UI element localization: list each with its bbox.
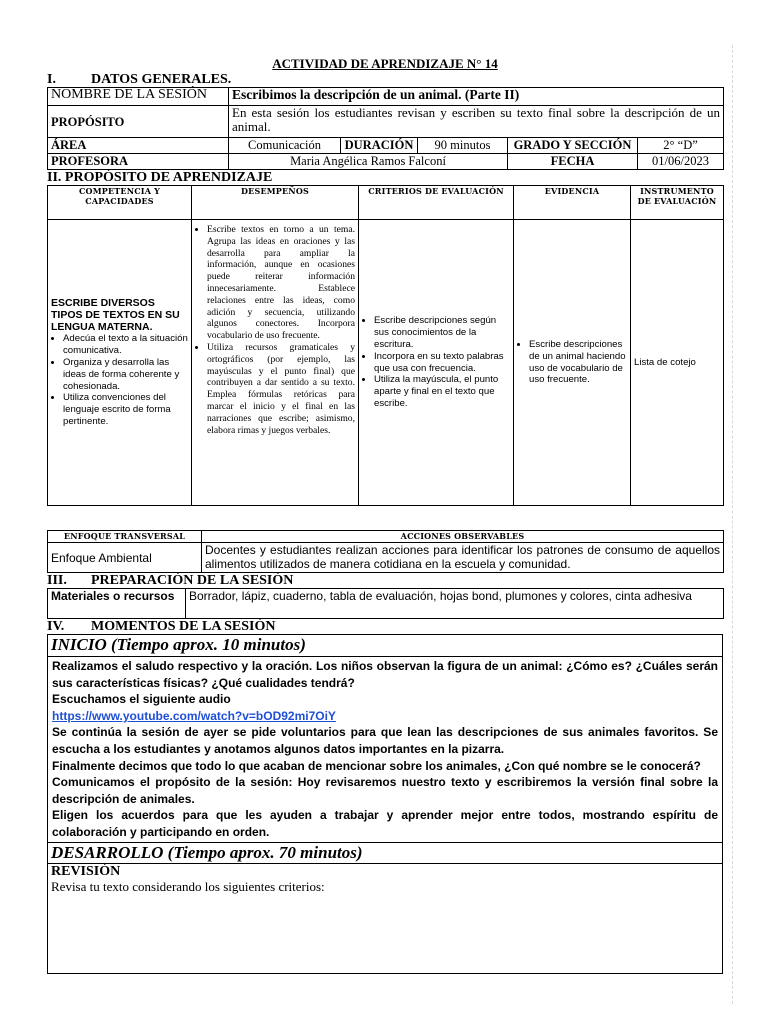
duration-value: 90 minutos: [418, 138, 508, 154]
section-3-heading: [47, 573, 723, 588]
approach-header: [48, 531, 724, 543]
header-competence: COMPETENCIA Y CAPACIDADES: [48, 186, 192, 220]
grade-label: GRADO Y SECCIÓN: [508, 138, 638, 154]
document-title: ACTIVIDAD DE APRENDIZAJE N° 14: [272, 56, 498, 71]
area-value: Comunicación: [229, 138, 341, 154]
session-moments-table: [47, 634, 723, 974]
session-name-label: NOMBRE DE LA SESIÓN: [48, 88, 229, 106]
performance-item: • Utiliza recursos gramaticales y ortográficos (por ejemplo, las mayúsculas y el punto final) que contribuyen a dar sentido a su texto. Emplea fórmulas retóricas para marcar el inicio y el final en las narraciones que escribe; asimismo, elabora rimas y juegos verbales.: [207, 342, 355, 436]
materials-row: [48, 589, 724, 619]
desarrollo-text: Revisa tu texto considerando los siguientes criterios:: [51, 878, 325, 894]
section-4-label: MOMENTOS DE LA SESIÓN: [91, 619, 276, 634]
capacity-item: • Organiza y desarrolla las ideas de forma coherente y cohesionada.: [63, 357, 188, 392]
desarrollo-content-row: [48, 863, 723, 973]
evidence-list: [517, 339, 627, 386]
desarrollo-content: [48, 863, 723, 973]
spacer: [47, 506, 723, 530]
criteria-cell: [359, 220, 514, 506]
session-name-row: [48, 88, 724, 106]
inicio-paragraph: Comunicamos el propósito de la sesión: Hoy revisaremos nuestro texto y escribiremos la versión final sobre la descripción de animales.: [52, 775, 718, 806]
criterion-item: • Utiliza la mayúscula, el punto aparte y final en el texto que escribe.: [374, 374, 510, 409]
purpose-label: PROPÓSITO: [48, 106, 229, 138]
session-name-value: Escribimos la descripción de un animal. (Parte II): [229, 88, 724, 106]
teacher-value: Maria Angélica Ramos Falconí: [229, 154, 508, 170]
capacity-item: • Utiliza convenciones del lenguaje escrito de forma pertinente.: [63, 392, 188, 427]
section-2-heading: [47, 170, 723, 185]
inicio-content: [48, 657, 723, 843]
performances-list: [195, 224, 355, 436]
purpose-value: En esta sesión los estudiantes revisan y escriben su texto final sobre la descripción de un animal.: [229, 106, 724, 138]
desarrollo-subtitle: REVISIÓN: [51, 863, 121, 879]
general-data-table: [47, 87, 724, 170]
inicio-paragraph: Escuchamos el siguiente audio: [52, 692, 231, 707]
section-2-number: II.: [47, 170, 62, 185]
duration-label: DURACIÓN: [341, 138, 418, 154]
purpose-table-header: [48, 186, 724, 220]
section-4-heading: [47, 619, 723, 634]
inicio-title-row: [48, 635, 723, 657]
inicio-title: INICIO (Tiempo aprox. 10 minutos): [48, 635, 723, 657]
approach-name: Enfoque Ambiental: [48, 543, 202, 573]
inicio-paragraph: Finalmente decimos que todo lo que acaban de mencionar sobre los animales, ¿Con qué nombre se le conocerá?: [52, 758, 701, 773]
section-2-label: PROPÓSITO DE APRENDIZAJE: [64, 170, 273, 185]
performance-item: • Escribe textos en torno a un tema. Agrupa las ideas en oraciones y las desarrolla para ampliar la información, aunque en ocasiones puede reiterar información innecesariamente. Establece relaciones entre las ideas, como adición y secuencia, utilizando algunos conectores. Incorpora vocabulario de uso frecuente.: [207, 224, 355, 342]
criterion-item: • Incorpora en su texto palabras que usa con frecuencia.: [374, 351, 510, 375]
criteria-list: [362, 315, 510, 409]
section-1-heading: [47, 72, 723, 87]
teacher-label: PROFESORA: [48, 154, 229, 170]
date-label: FECHA: [508, 154, 638, 170]
inicio-paragraph: Realizamos el saludo respectivo y la oración. Los niños observan la figura de un animal: ¿Cómo es? ¿Cuáles serán sus características físicas? ¿Qué cualidades tendrá?: [52, 659, 718, 690]
instrument-cell: Lista de cotejo: [631, 220, 724, 506]
teacher-row: [48, 154, 724, 170]
inicio-paragraph: Se continúa la sesión de ayer se pide voluntarios para que lean las descripciones de sus animales favoritos. Se escucha a los estudiantes y anotamos algunos datos importantes en la pizarra.: [52, 725, 718, 756]
area-row: [48, 138, 724, 154]
evidence-cell: [514, 220, 631, 506]
competence-cell: [48, 220, 192, 506]
header-instrument: INSTRUMENTO DE EVALUACIÓN: [631, 186, 724, 220]
criterion-item: • Escribe descripciones según sus conocimientos de la escritura.: [374, 315, 510, 350]
learning-purpose-table: [47, 185, 724, 506]
section-4-number: IV.: [47, 619, 65, 634]
approach-header-left: ENFOQUE TRANSVERSAL: [48, 531, 202, 543]
materials-label: Materiales o recursos: [48, 589, 186, 619]
approach-row: [48, 543, 724, 573]
approach-header-right: ACCIONES OBSERVABLES: [202, 531, 724, 543]
approach-actions: Docentes y estudiantes realizan acciones para identificar los patrones de consumo de aquellos alimentos utilizados de manera cotidiana en la escuela y comunidad.: [202, 543, 724, 573]
grade-value: 2° “D”: [638, 138, 724, 154]
competence-title: ESCRIBE DIVERSOS TIPOS DE TEXTOS EN SU LENGUA MATERNA.: [51, 297, 180, 334]
section-1-label: DATOS GENERALES.: [91, 72, 232, 87]
header-evidence: EVIDENCIA: [514, 186, 631, 220]
area-label: ÁREA: [48, 138, 229, 154]
page-edge: [732, 45, 733, 1004]
desarrollo-title: DESARROLLO (Tiempo aprox. 70 minutos): [48, 842, 723, 863]
capacities-list: [51, 333, 188, 427]
audio-link[interactable]: https://www.youtube.com/watch?v=bOD92mi7OiY: [52, 708, 336, 723]
materials-value: Borrador, lápiz, cuaderno, tabla de evaluación, hojas bond, plumones y colores, cinta adhesiva: [186, 589, 724, 619]
inicio-content-row: [48, 657, 723, 843]
desarrollo-title-row: [48, 842, 723, 863]
purpose-row: [48, 106, 724, 138]
performances-cell: [192, 220, 359, 506]
section-3-label: PREPARACIÓN DE LA SESIÓN: [91, 573, 294, 588]
header-performances: DESEMPEÑOS: [192, 186, 359, 220]
materials-table: [47, 588, 724, 619]
purpose-table-row: [48, 220, 724, 506]
document-page: [47, 55, 723, 974]
header-criteria: CRITERIOS DE EVALUACIÓN: [359, 186, 514, 220]
transversal-approach-table: [47, 530, 724, 573]
evidence-item: • Escribe descripciones de un animal haciendo uso de vocabulario de uso frecuente.: [529, 339, 627, 386]
capacity-item: • Adecúa el texto a la situación comunicativa.: [63, 333, 188, 357]
date-value: 01/06/2023: [638, 154, 724, 170]
inicio-paragraph: Eligen los acuerdos para que les ayuden a trabajar y aprender mejor entre todos, mostrando espíritu de colaboración y participando en orden.: [52, 808, 718, 839]
section-3-number: III.: [47, 573, 67, 588]
section-1-number: I.: [47, 72, 56, 87]
